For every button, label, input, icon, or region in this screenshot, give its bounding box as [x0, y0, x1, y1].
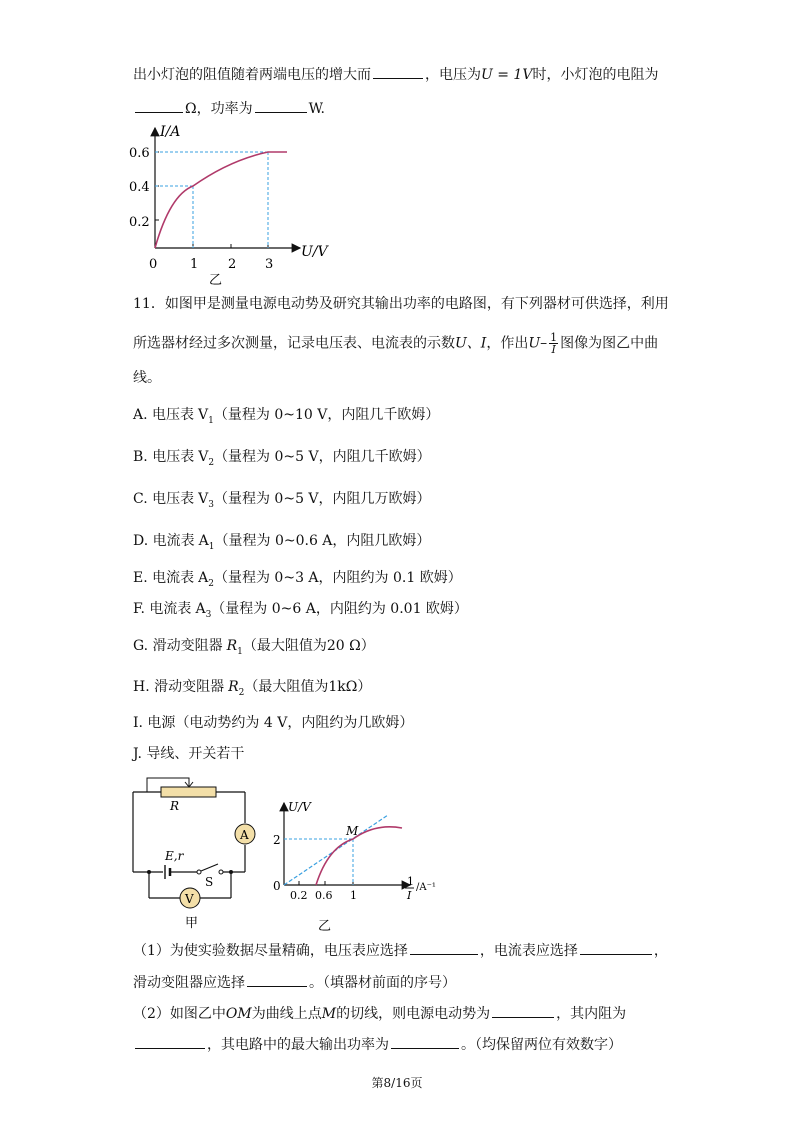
intro-text: W. — [308, 101, 326, 117]
option-subscript: 3 — [208, 499, 214, 510]
iu-curve — [155, 152, 287, 248]
sub1-line-2 — [133, 972, 456, 993]
sub2-text: 。（均保留两位有效数字） — [461, 1037, 622, 1053]
x-axis-label: U/V — [301, 244, 328, 260]
y-tick-label: 0.2 — [129, 215, 150, 230]
sub2-text: （2）如图乙中 — [133, 1006, 226, 1022]
option-item — [133, 599, 468, 625]
intro-text: 时，小灯泡的电阻为 — [532, 67, 659, 83]
option-item — [133, 405, 439, 431]
option-prefix: E. 电流表 — [133, 570, 195, 586]
point-m-label: M — [346, 824, 359, 838]
switch-label: S — [205, 875, 214, 889]
iu-graph — [125, 120, 335, 290]
x-tick-label: 0.6 — [315, 889, 333, 902]
frac-numerator: 1 — [550, 331, 558, 344]
option-description: （量程为 0~10 V，内阻几千欧姆） — [213, 407, 440, 423]
answer-blank[interactable] — [373, 64, 423, 79]
option-item — [133, 677, 371, 703]
intro-text: 出小灯泡的阻值随着两端电压的增大而 — [133, 67, 371, 83]
answer-blank[interactable] — [247, 972, 307, 987]
option-symbol: A — [198, 570, 209, 586]
q11-line-3: 线。 — [133, 370, 161, 386]
option-symbol: V — [198, 407, 209, 423]
rheostat — [161, 787, 216, 797]
option-subscript: 2 — [208, 578, 214, 589]
variable-m: M — [321, 1006, 337, 1022]
option-description: （量程为 0~5 V，内阻几千欧姆） — [214, 449, 431, 465]
y-tick-label: 0.4 — [129, 180, 150, 195]
x-tick-label: 1 — [190, 257, 199, 272]
option-symbol: V — [198, 491, 209, 507]
option-description: （量程为 0~5 V，内阻几万欧姆） — [213, 491, 431, 507]
intro-text: ，电压为 — [425, 67, 481, 83]
intro-line-2 — [133, 98, 325, 119]
option-item — [133, 568, 462, 594]
option-item — [133, 531, 430, 557]
x-tick-label: 2 — [228, 257, 237, 272]
option-description: （量程为 0~6 A，内阻约为 0.01 欧姆） — [211, 601, 468, 617]
y-tick-label: 0 — [273, 879, 281, 893]
x-tick-label: 1 — [350, 889, 357, 902]
voltage-equation: U = 1V — [481, 67, 533, 83]
option-symbol: A — [195, 601, 206, 617]
option-prefix: H. 滑动变阻器 — [133, 679, 225, 695]
source-label: E,r — [165, 849, 184, 863]
option-item — [133, 489, 431, 515]
q11-text: 所选器材经过多次测量，记录电压表、电流表的示数 — [133, 335, 455, 352]
option-subscript: 2 — [208, 457, 215, 468]
option-prefix: B. 电压表 — [133, 449, 195, 465]
sub2-line-2 — [133, 1034, 622, 1055]
option-item — [133, 744, 244, 764]
sub1-line-1 — [133, 940, 668, 961]
option-symbol: A — [198, 533, 209, 549]
variable-u: U — [528, 335, 541, 352]
sub1-text: 滑动变阻器应选择 — [133, 975, 245, 991]
option-prefix: D. 电流表 — [133, 533, 195, 549]
option-item — [133, 636, 375, 662]
option-prefix: J. 导线、开关若干 — [133, 746, 245, 762]
option-description: （最大阻值为20 Ω） — [242, 638, 375, 654]
intro-line-1 — [133, 64, 658, 85]
switch-terminal — [197, 870, 201, 874]
sub1-text: 。（填器材前面的序号） — [309, 975, 456, 991]
option-symbol: V — [198, 449, 209, 465]
q11-text: ，作出 — [486, 335, 529, 352]
option-description: （最大阻值为1kΩ） — [244, 679, 372, 695]
circuit-diagram — [125, 770, 265, 935]
q11-text: 图像为图乙中曲 — [560, 335, 659, 352]
answer-blank[interactable] — [135, 98, 183, 113]
x-tick-label: 0.2 — [290, 889, 308, 902]
voltmeter-label: V — [185, 892, 194, 906]
switch-blade — [201, 864, 218, 871]
answer-blank[interactable] — [580, 940, 652, 955]
intro-text: Ω，功率为 — [185, 101, 253, 117]
option-subscript: 2 — [238, 687, 245, 698]
y-axis-label: I/A — [160, 124, 181, 140]
variables: U、I — [455, 335, 487, 352]
y-axis-label: U/V — [288, 800, 311, 814]
option-subscript: 1 — [208, 541, 215, 552]
option-description: （量程为 0~3 A，内阻约为 0.1 欧姆） — [213, 570, 462, 586]
answer-blank[interactable] — [492, 1003, 554, 1018]
option-item — [133, 447, 431, 473]
sub2-text: 为曲线上点 — [251, 1006, 322, 1022]
answer-blank[interactable] — [255, 98, 307, 113]
sub2-text: ，其内阻为 — [556, 1006, 627, 1022]
circuit-caption: 甲 — [185, 916, 199, 931]
sub2-text: ，其电路中的最大输出功率为 — [207, 1037, 389, 1053]
rheostat-label: R — [170, 799, 180, 813]
option-subscript: 1 — [237, 646, 243, 657]
option-description: （电动势约为 4 V，内阻约为几欧姆） — [175, 715, 414, 731]
frac-denominator: I — [551, 343, 556, 356]
sub2-text: 的切线，则电源电动势为 — [336, 1006, 491, 1022]
y-tick-label: 2 — [273, 833, 281, 847]
option-prefix: C. 电压表 — [133, 491, 195, 507]
sub1-text: （1）为使实验数据尽量精确，电压表应选择 — [133, 943, 408, 959]
option-prefix: F. 电流表 — [133, 601, 192, 617]
ammeter-label: A — [240, 828, 249, 842]
q11-line-2 — [133, 332, 658, 355]
option-prefix: A. 电压表 — [133, 407, 195, 423]
q11-line-1: 11．如图甲是测量电源电动势及研究其输出功率的电路图，有下列器材可供选择，利用 — [133, 296, 669, 312]
switch-terminal — [219, 870, 223, 874]
graph-caption: 乙 — [318, 919, 332, 934]
y-tick-label: 0.6 — [129, 146, 150, 161]
answer-blank[interactable] — [391, 1034, 459, 1049]
sub2-line-1 — [133, 1003, 626, 1024]
answer-blank[interactable] — [410, 940, 478, 955]
option-subscript: 1 — [208, 415, 214, 426]
x-label-den: I — [407, 889, 412, 902]
option-symbol: R — [226, 638, 238, 654]
option-subscript: 3 — [205, 609, 212, 620]
minus-sign: – — [540, 335, 548, 352]
option-prefix: I. 电源 — [133, 715, 176, 731]
u-curve — [316, 827, 402, 885]
x-label-num: 1 — [407, 875, 414, 888]
x-tick-label: 0 — [149, 257, 158, 272]
answer-blank[interactable] — [135, 1034, 205, 1049]
option-item — [133, 713, 413, 733]
variable-om: OM — [225, 1006, 252, 1022]
page-footer: 第8/16页 — [371, 1076, 423, 1090]
x-label-unit: /A⁻¹ — [416, 882, 436, 893]
u-inv-i-graph — [270, 795, 445, 940]
x-tick-label: 3 — [265, 257, 274, 272]
option-symbol: R — [228, 679, 239, 695]
fraction — [549, 332, 558, 355]
option-prefix: G. 滑动变阻器 — [133, 638, 223, 654]
option-description: （量程为 0~0.6 A，内阻几欧姆） — [214, 533, 431, 549]
graph-caption: 乙 — [209, 273, 223, 288]
sub1-text: ， — [653, 943, 668, 959]
sub1-text: ，电流表应选择 — [479, 943, 578, 959]
